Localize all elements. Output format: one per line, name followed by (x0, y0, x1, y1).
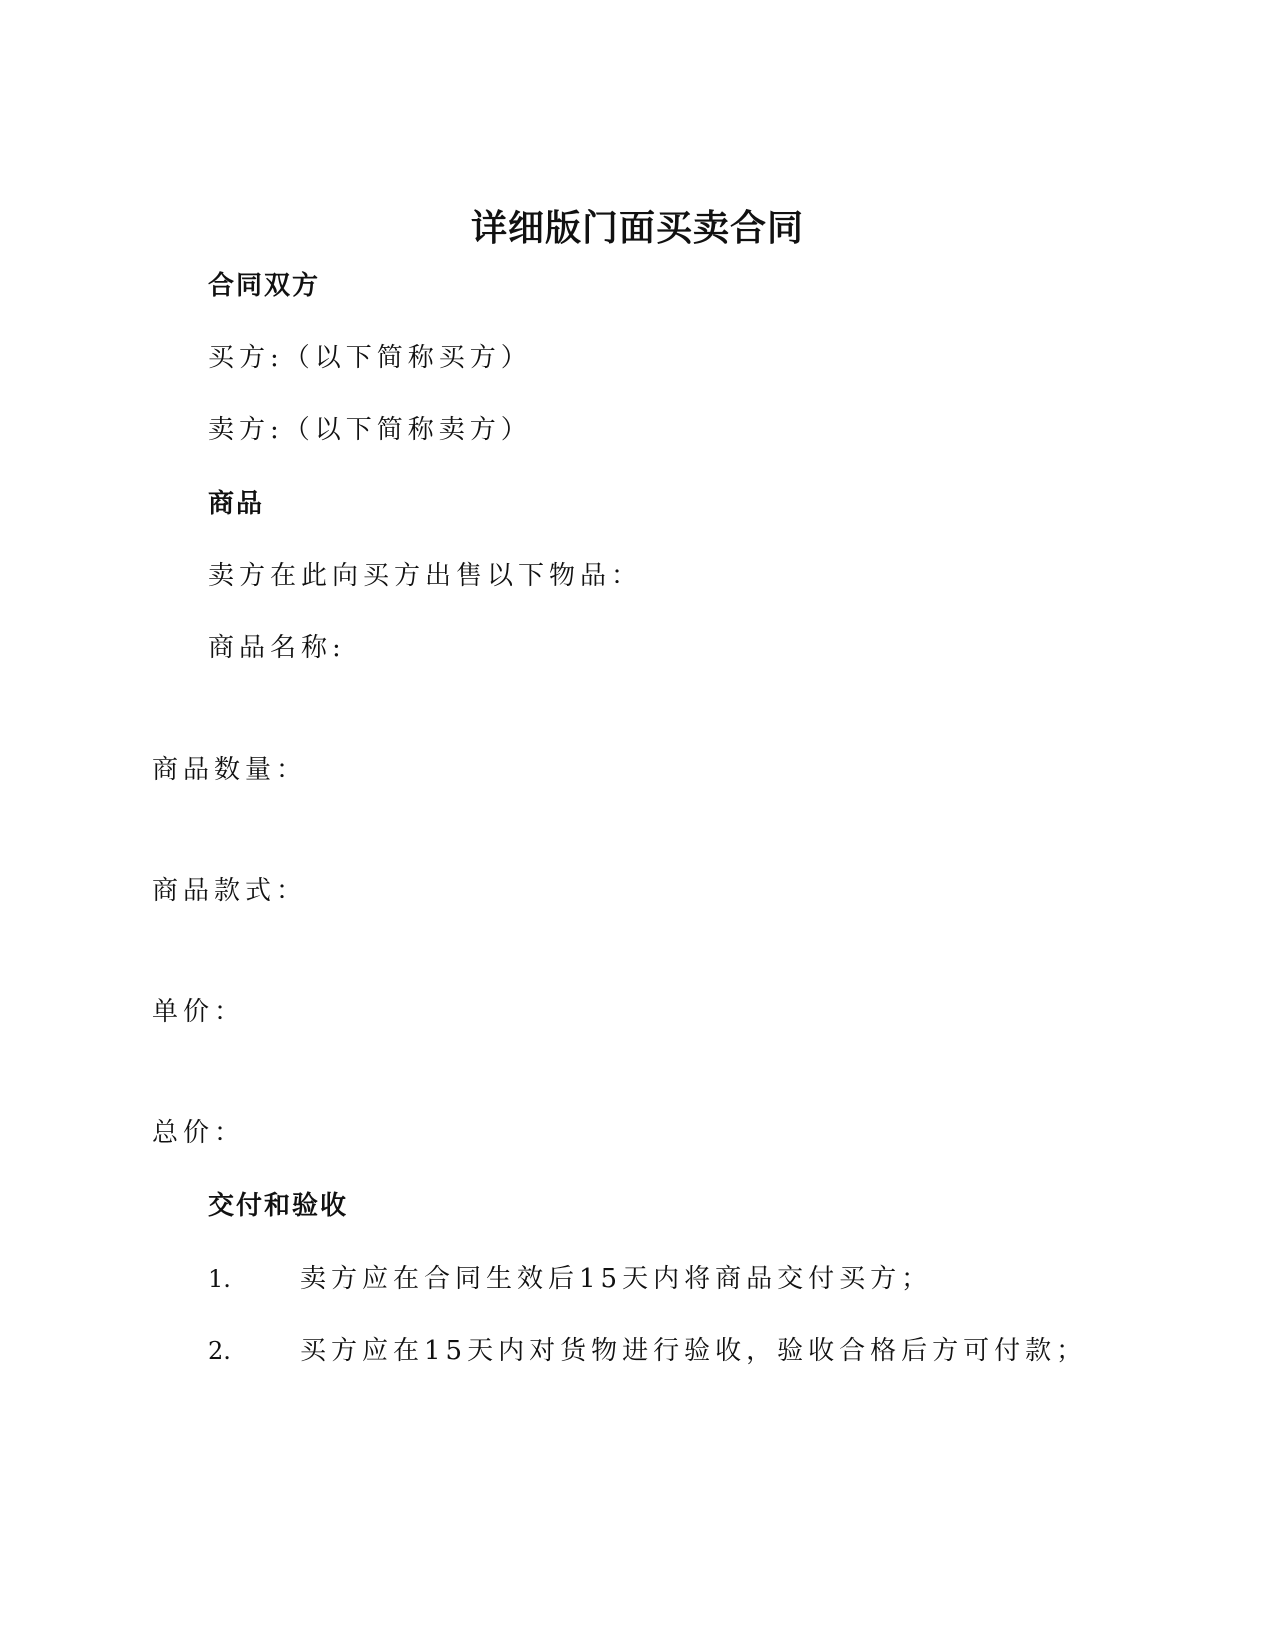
unit-price-field: 单价： (152, 997, 246, 1027)
goods-name-field: 商品名称: (208, 633, 346, 663)
goods-intro: 卖方在此向买方出售以下物品： (208, 561, 643, 591)
buyer-line: 买方:（以下简称买方） (208, 343, 532, 373)
section-heading-parties: 合同双方 (208, 271, 321, 301)
list-item-text: 买方应在15天内对货物进行验收，验收合格后方可付款； (300, 1336, 1088, 1366)
section-heading-delivery: 交付和验收 (208, 1191, 349, 1221)
goods-quantity-field: 商品数量： (152, 755, 308, 785)
section-heading-goods: 商品 (208, 489, 265, 519)
list-item-text: 卖方应在合同生效后15天内将商品交付买方； (300, 1264, 933, 1294)
list-item-number: 1. (208, 1265, 231, 1293)
document-title: 详细版门面买卖合同 (470, 208, 804, 249)
goods-style-field: 商品款式： (152, 876, 308, 906)
total-price-field: 总价： (152, 1118, 246, 1148)
seller-line: 卖方:（以下简称卖方） (208, 415, 532, 445)
list-item-number: 2. (208, 1337, 231, 1365)
